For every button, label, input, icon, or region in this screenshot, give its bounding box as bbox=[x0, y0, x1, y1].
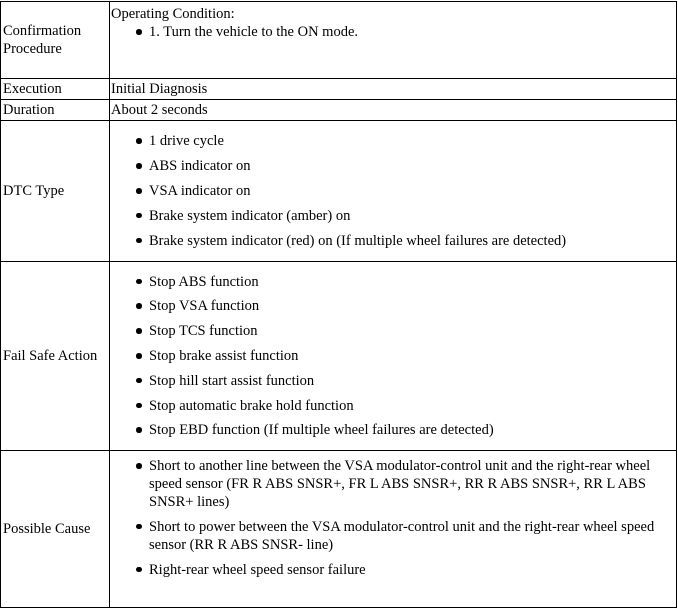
dtc-type-row bbox=[1, 121, 677, 262]
list-item: Short to another line between the VSA modulator-control unit and the right-rear wheel speed sensor (FR R ABS SNSR+, FR L ABS SNSR+, RR R ABS SNSR+, RR L ABS SNSR+ lines) bbox=[149, 457, 676, 511]
bullet-icon bbox=[136, 524, 142, 530]
list-item: Right-rear wheel speed sensor failure bbox=[149, 561, 676, 579]
list-item: Brake system indicator (red) on (If multiple wheel failures are detected) bbox=[149, 232, 676, 250]
operating-condition-heading: Operating Condition: bbox=[111, 6, 235, 22]
execution-value: Initial Diagnosis bbox=[110, 79, 677, 100]
confirmation-list bbox=[111, 23, 676, 41]
possible-cause-label: Possible Cause bbox=[1, 451, 110, 608]
possible-cause-list bbox=[111, 457, 676, 579]
bullet-icon bbox=[136, 567, 142, 573]
list-item: Stop EBD function (If multiple wheel failures are detected) bbox=[149, 421, 676, 439]
fail-safe-value bbox=[110, 262, 677, 451]
duration-row bbox=[1, 100, 677, 121]
bullet-icon bbox=[136, 403, 142, 409]
list-item: Stop TCS function bbox=[149, 322, 676, 340]
dtc-spec-table bbox=[0, 1, 677, 608]
bullet-icon bbox=[136, 188, 142, 194]
confirmation-row bbox=[1, 2, 677, 79]
list-item: Short to power between the VSA modulator-control unit and the right-rear wheel speed sensor (RR R ABS SNSR- line) bbox=[149, 518, 676, 554]
list-item: Stop brake assist function bbox=[149, 347, 676, 365]
confirmation-value bbox=[110, 2, 677, 79]
list-item: Stop automatic brake hold function bbox=[149, 397, 676, 415]
bullet-icon bbox=[136, 29, 142, 35]
possible-cause-row bbox=[1, 451, 677, 608]
bullet-icon bbox=[136, 279, 142, 285]
bullet-icon bbox=[136, 303, 142, 309]
bullet-icon bbox=[136, 463, 142, 469]
list-item: Brake system indicator (amber) on bbox=[149, 207, 676, 225]
bullet-icon bbox=[136, 213, 142, 219]
duration-label: Duration bbox=[1, 100, 110, 121]
fail-safe-label: Fail Safe Action bbox=[1, 262, 110, 451]
dtc-type-list bbox=[111, 132, 676, 249]
fail-safe-row bbox=[1, 262, 677, 451]
confirmation-label: Confirmation Procedure bbox=[1, 2, 110, 79]
bullet-icon bbox=[136, 138, 142, 144]
list-item: Stop VSA function bbox=[149, 297, 676, 315]
list-item: Stop hill start assist function bbox=[149, 372, 676, 390]
fail-safe-list bbox=[111, 273, 676, 440]
dtc-type-label: DTC Type bbox=[1, 121, 110, 262]
bullet-icon bbox=[136, 378, 142, 384]
bullet-icon bbox=[136, 163, 142, 169]
list-item: VSA indicator on bbox=[149, 182, 676, 200]
list-item: 1 drive cycle bbox=[149, 132, 676, 150]
bullet-icon bbox=[136, 328, 142, 334]
bullet-icon bbox=[136, 238, 142, 244]
list-item: 1. Turn the vehicle to the ON mode. bbox=[149, 23, 676, 41]
duration-value: About 2 seconds bbox=[110, 100, 677, 121]
bullet-icon bbox=[136, 353, 142, 359]
execution-row bbox=[1, 79, 677, 100]
dtc-type-value bbox=[110, 121, 677, 262]
list-item: Stop ABS function bbox=[149, 273, 676, 291]
list-item: ABS indicator on bbox=[149, 157, 676, 175]
execution-label: Execution bbox=[1, 79, 110, 100]
bullet-icon bbox=[136, 427, 142, 433]
possible-cause-value bbox=[110, 451, 677, 608]
